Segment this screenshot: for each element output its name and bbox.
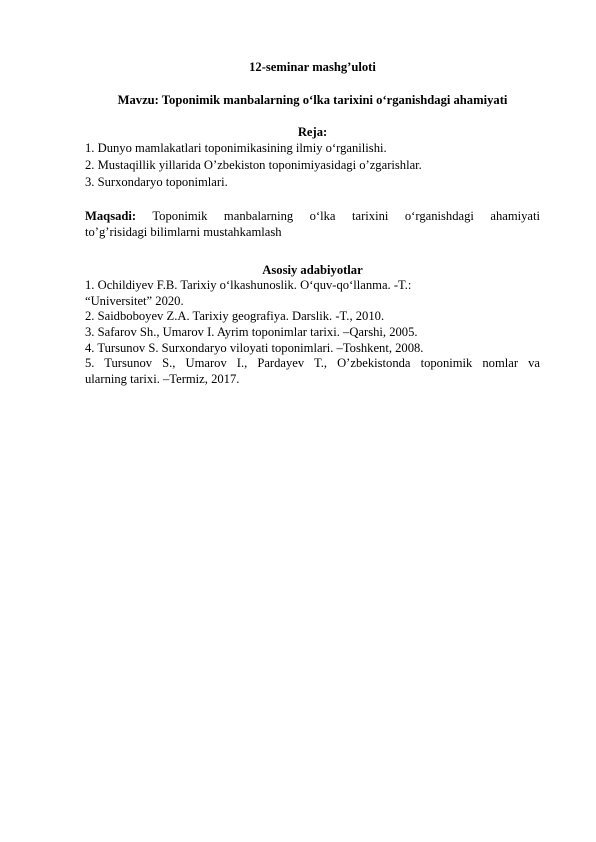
plan-list: [85, 140, 540, 191]
plan-item: 2. Mustaqillik yillarida O’zbekiston toponimiyasidagi o’zgarishlar.: [85, 158, 422, 173]
literature-item: [85, 309, 540, 325]
literature-item: [85, 356, 540, 387]
literature-list: [85, 278, 540, 387]
literature-heading: Asosiy adabiyotlar: [262, 263, 363, 277]
goal-label: Maqsadi:: [85, 209, 137, 223]
plan-heading: Reja:: [297, 125, 328, 139]
literature-item: [85, 325, 540, 341]
literature-item-line: 4. Tursunov S. Surxondaryo viloyati toponimlari. –Toshkent, 2008.: [85, 340, 424, 355]
topic-title: Mavzu: Toponimik manbalarning o‘lka tarixini o‘rganishdagi ahamiyati: [117, 93, 508, 107]
literature-section: [85, 262, 540, 387]
literature-item-line: 5. Tursunov S., Umarov I., Pardayev T., O’zbekistonda toponimik nomlar va: [85, 356, 540, 371]
plan-item: 3. Surxondaryo toponimlari.: [85, 175, 228, 190]
literature-item-line: “Universitet” 2020.: [85, 293, 184, 308]
plan-section: [85, 124, 540, 191]
literature-item: [85, 341, 540, 357]
seminar-title: 12-seminar mashg’uloti: [249, 60, 376, 74]
plan-item: 1. Dunyo mamlakatlari toponimikasining ilmiy o‘rganilishi.: [85, 141, 387, 156]
goal-line-1: [85, 208, 540, 224]
goal-section: [85, 208, 540, 241]
literature-item-line: 1. Ochildiyev F.B. Tarixiy o‘lkashunoslik. O‘quv-qo‘llanma. -T.:: [85, 278, 412, 293]
literature-item-line: ularning tarixi. –Termiz, 2017.: [85, 371, 240, 386]
goal-text-line-1: Toponimik manbalarning o‘lka tarixini o‘rganishdagi ahamiyati: [152, 209, 541, 223]
literature-item-line: 3. Safarov Sh., Umarov I. Ayrim toponimlar tarixi. –Qarshi, 2005.: [85, 325, 418, 340]
literature-item-line: 2. Saidboboyev Z.A. Tarixiy geografiya. Darslik. -T., 2010.: [85, 309, 385, 324]
literature-item: [85, 278, 540, 309]
goal-text-line-2: to’g’risidagi bilimlarni mustahkamlash: [85, 225, 282, 240]
